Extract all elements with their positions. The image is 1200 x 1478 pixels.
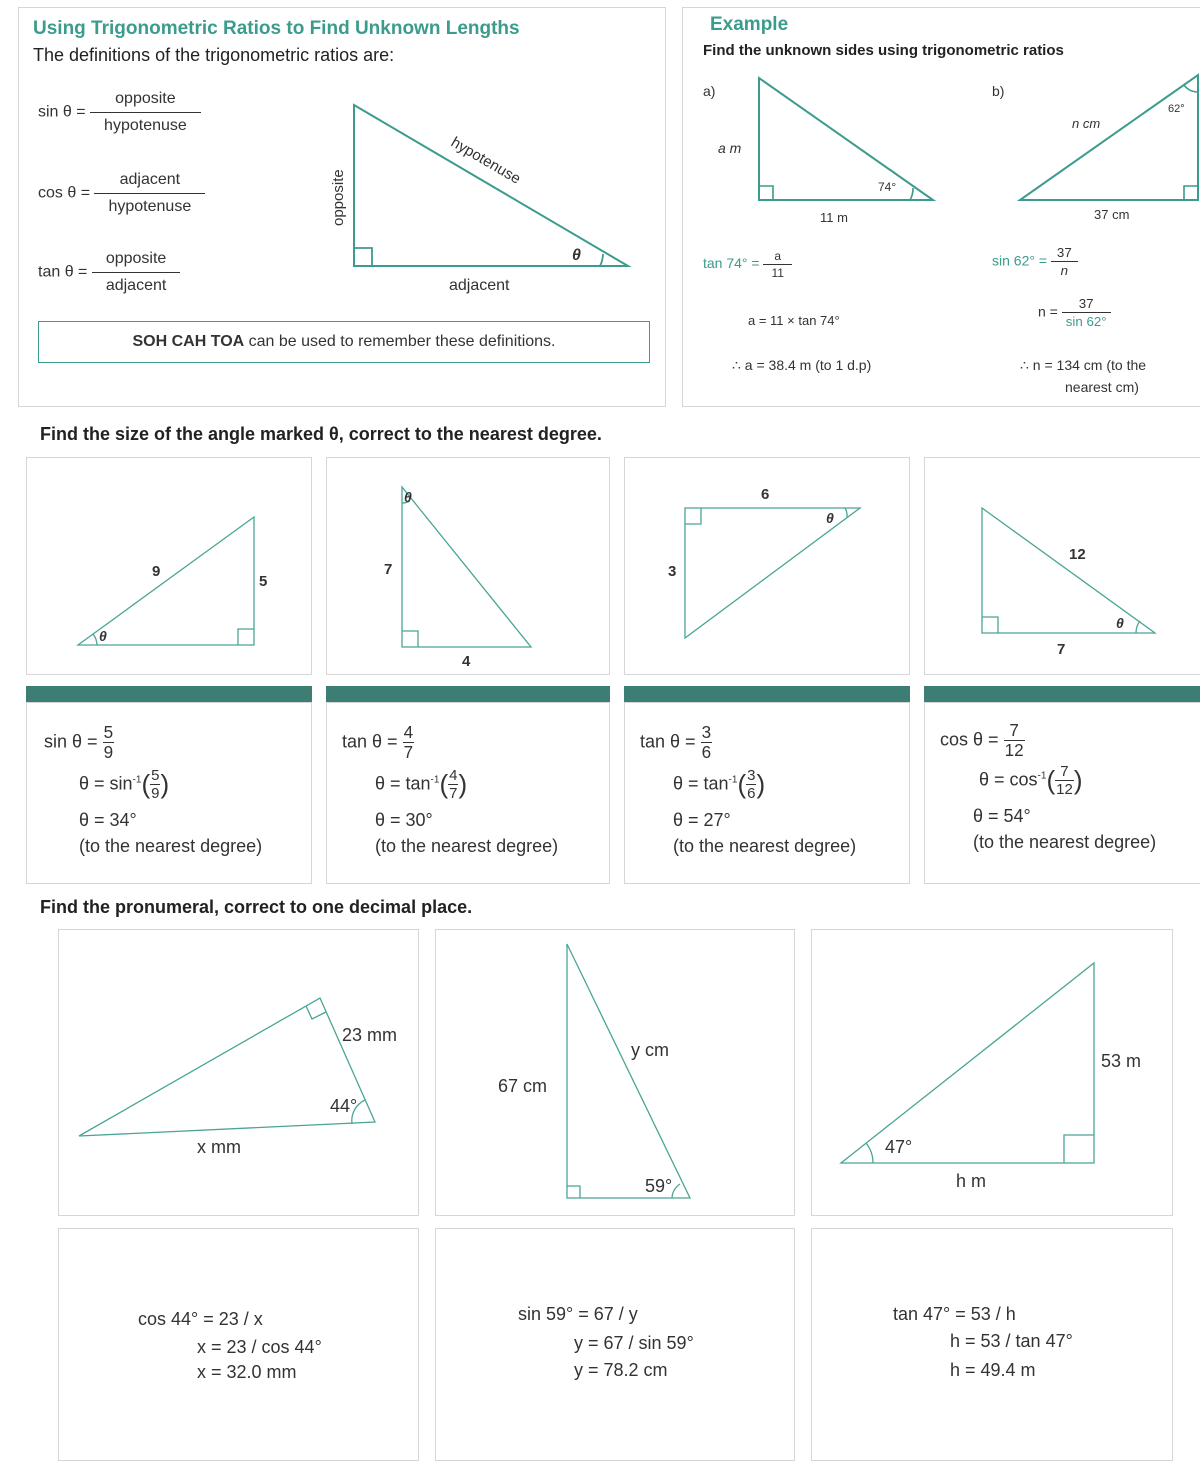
example-a-tag: a)	[703, 83, 716, 99]
tan-lhs: tan θ =	[38, 263, 88, 281]
example-a-side: a m	[718, 140, 742, 156]
s4-inv-sup: -1	[1037, 770, 1047, 782]
cos-lhs: cos θ =	[38, 184, 91, 202]
q2-step2: y = 67 / sin 59°	[574, 1333, 694, 1353]
s3-inv-num: 3	[747, 767, 756, 784]
s1-inv-sup: -1	[132, 774, 142, 786]
example-a-step2: a = 11 × tan 74°	[748, 313, 840, 328]
s4-result: θ = 54°	[973, 806, 1031, 826]
s4-close-paren: )	[1073, 764, 1083, 795]
example-b-step2-lhs: n =	[1038, 303, 1058, 320]
q3-unknown: h m	[956, 1171, 987, 1191]
example-a-eq-num: a	[763, 250, 791, 265]
s1-result: θ = 34°	[79, 810, 137, 830]
q3-step2: h = 53 / tan 47°	[950, 1331, 1073, 1351]
p3-label-side: 3	[668, 563, 677, 580]
s2-fn: tan θ =	[342, 731, 398, 752]
p2-theta: θ	[404, 489, 412, 505]
example-b-base: 37 cm	[1094, 207, 1130, 222]
s3-result: θ = 27°	[673, 810, 731, 830]
s1-inv: θ = sin	[79, 773, 133, 794]
mnemonic-bold: SOH CAH TOA	[132, 333, 245, 350]
example-b-result-2: nearest cm)	[1065, 379, 1139, 395]
tan-denominator: adjacent	[105, 277, 167, 294]
p4-label-base: 7	[1057, 641, 1066, 658]
s2-inv-num: 4	[449, 767, 458, 784]
section2-heading: Find the pronumeral, correct to one decimal place.	[40, 897, 473, 917]
s4-open-paren: (	[1046, 764, 1056, 795]
example-a-result: ∴ a = 38.4 m (to 1 d.p)	[732, 357, 872, 373]
s4-fn: cos θ =	[940, 729, 999, 750]
s2-note: (to the nearest degree)	[375, 836, 559, 856]
label-hypotenuse: hypotenuse	[447, 133, 524, 188]
sin-lhs: sin θ =	[38, 103, 86, 121]
s1-inv-den: 9	[151, 785, 160, 802]
s2-inv-sup: -1	[430, 774, 440, 786]
q2-side: 67 cm	[498, 1076, 548, 1096]
s4-num: 7	[1004, 722, 1025, 741]
s3-inv-den: 6	[747, 785, 756, 802]
s2-close-paren: )	[458, 768, 468, 799]
s3-close-paren: )	[756, 768, 766, 799]
q1-step3: x = 32.0 mm	[197, 1362, 297, 1382]
s2-open-paren: (	[439, 768, 449, 799]
cos-denominator: hypotenuse	[108, 198, 192, 215]
q2-angle: 59°	[645, 1176, 673, 1196]
s3-open-paren: (	[737, 768, 747, 799]
example-a-eq-den: 11	[771, 266, 784, 280]
s3-fn: tan θ =	[640, 731, 696, 752]
q1-unknown: x mm	[197, 1137, 241, 1157]
s3-note: (to the nearest degree)	[673, 836, 857, 856]
s2-num: 4	[403, 723, 414, 742]
s4-inv: θ = cos	[979, 769, 1038, 790]
s1-open-paren: (	[141, 768, 151, 799]
s2-inv-den: 7	[449, 785, 458, 802]
s4-note: (to the nearest degree)	[973, 832, 1157, 852]
p2-label-base: 4	[462, 653, 471, 670]
tan-numerator: opposite	[92, 250, 181, 273]
s2-den: 7	[403, 743, 414, 763]
q1-angle: 44°	[330, 1096, 358, 1116]
s2-inv: θ = tan	[375, 773, 431, 794]
s1-den: 9	[103, 743, 114, 763]
q3-side: 53 m	[1101, 1051, 1142, 1071]
label-opposite: opposite	[330, 169, 347, 226]
s1-fn: sin θ =	[44, 731, 98, 752]
intro-subtitle: The definitions of the trigonometric ratios are:	[33, 45, 395, 65]
q2-step3: y = 78.2 cm	[574, 1360, 668, 1380]
s3-num: 3	[701, 723, 712, 742]
q1-step2: x = 23 / cos 44°	[197, 1337, 322, 1357]
label-theta: θ	[572, 247, 581, 264]
example-b-eq-den: n	[1060, 263, 1069, 279]
p4-theta: θ	[1116, 615, 1124, 631]
s4-inv-num: 7	[1055, 764, 1074, 781]
intro-title: Using Trigonometric Ratios to Find Unknown Lengths	[33, 18, 520, 39]
s4-den: 12	[1004, 741, 1024, 761]
p1-label-opp: 5	[259, 573, 268, 590]
p1-label-hyp: 9	[152, 563, 161, 580]
q3-step3: h = 49.4 m	[950, 1360, 1036, 1380]
q2-unknown: y cm	[631, 1040, 669, 1060]
example-b-step2-den: sin 62°	[1065, 314, 1107, 330]
example-subtitle: Find the unknown sides using trigonometric ratios	[703, 42, 1064, 59]
example-title: Example	[710, 14, 789, 35]
q2-step1: sin 59° = 67 / y	[518, 1304, 638, 1324]
label-adjacent: adjacent	[449, 277, 510, 294]
s3-den: 6	[701, 743, 712, 763]
example-b-eq-num: 37	[1051, 246, 1078, 262]
example-b-tag: b)	[992, 83, 1005, 99]
s1-close-paren: )	[160, 768, 170, 799]
example-b-side: n cm	[1072, 116, 1101, 131]
q3-step1: tan 47° = 53 / h	[893, 1304, 1016, 1324]
p3-theta: θ	[826, 510, 834, 526]
p1-theta: θ	[99, 628, 107, 644]
example-b-step2-num: 37	[1062, 297, 1111, 313]
example-b-angle: 62°	[1168, 103, 1185, 115]
section1-heading: Find the size of the angle marked θ, correct to the nearest degree.	[40, 424, 602, 444]
s3-inv: θ = tan	[673, 773, 729, 794]
example-a-angle: 74°	[878, 180, 897, 194]
sin-denominator: hypotenuse	[104, 117, 187, 134]
s1-inv-num: 5	[151, 767, 160, 784]
cos-numerator: adjacent	[94, 171, 205, 194]
example-b-result-1: ∴ n = 134 cm (to the	[1020, 357, 1147, 373]
q1-side: 23 mm	[342, 1025, 398, 1045]
p3-label-top: 6	[761, 486, 770, 503]
sin-numerator: opposite	[90, 90, 201, 113]
s1-num: 5	[103, 723, 114, 742]
mnemonic-text: can be used to remember these definitions.	[244, 333, 556, 350]
example-b-eq-lhs: sin 62° =	[992, 252, 1048, 269]
p2-label-side: 7	[384, 561, 393, 578]
s2-result: θ = 30°	[375, 810, 433, 830]
s4-inv-den: 12	[1056, 781, 1073, 798]
s3-inv-sup: -1	[728, 774, 738, 786]
example-a-base: 11 m	[820, 210, 848, 225]
q3-angle: 47°	[885, 1137, 913, 1157]
p4-label-hyp: 12	[1069, 546, 1086, 563]
example-a-eq-lhs: tan 74° =	[703, 255, 760, 272]
q1-step1: cos 44° = 23 / x	[138, 1309, 263, 1329]
s1-note: (to the nearest degree)	[79, 836, 263, 856]
